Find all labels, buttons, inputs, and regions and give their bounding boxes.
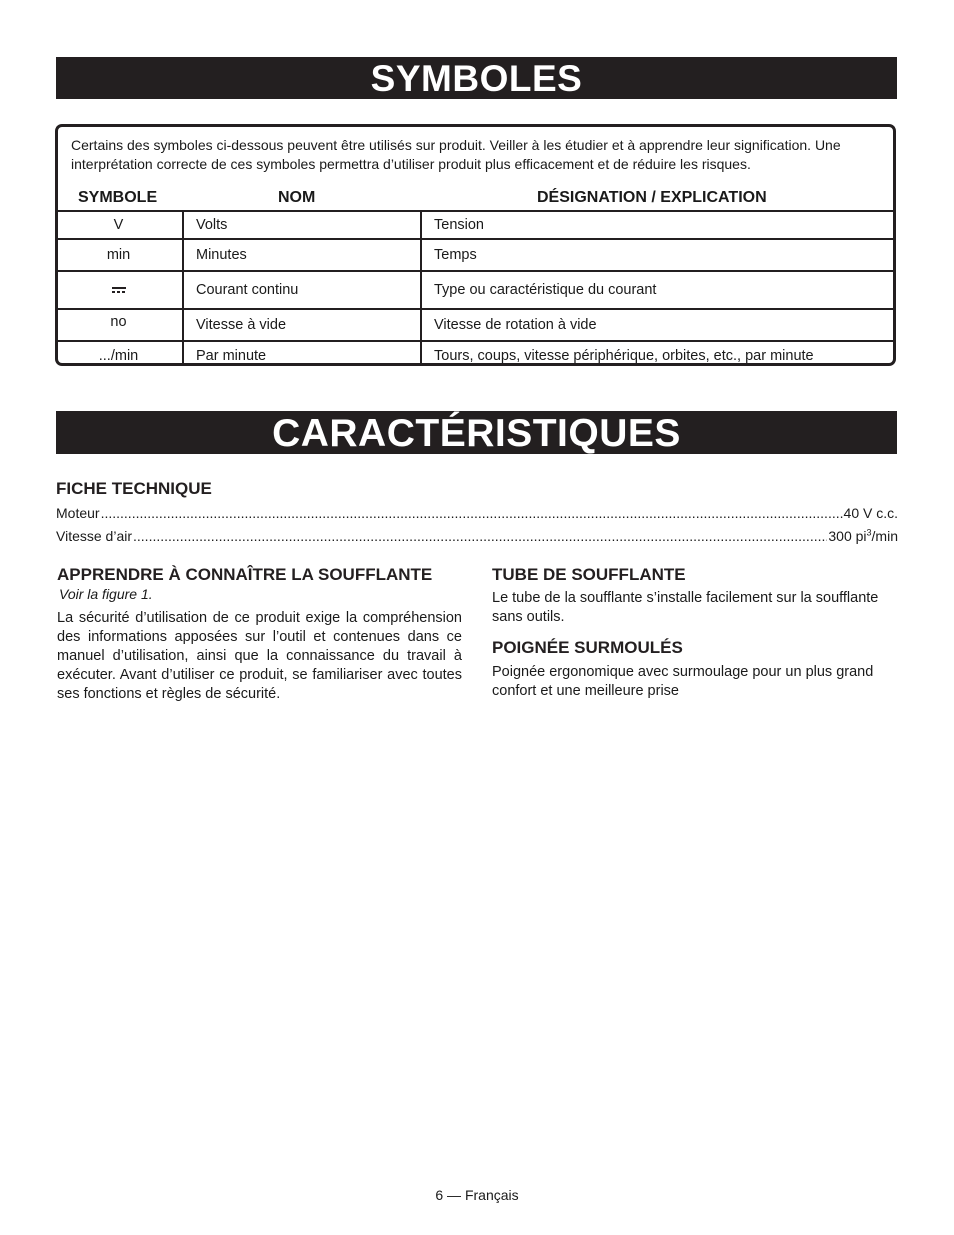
page-footer (0, 1187, 954, 1203)
spec-row-vitesse-air (56, 528, 898, 544)
name-cell: Minutes (183, 239, 421, 271)
tube-text: Le tube de la soufflante s’installe facilement sur la soufflante sans outils. (492, 590, 879, 625)
symbols-intro: Certains des symboles ci-dessous peuvent être utilisés sur produit. Veiller à les étudier et à apprendre leur signification. Une interprétation correcte de ces symboles permettra d’utiliser produit plus efficacement et de réduire les risques. (71, 137, 841, 172)
symbol-cell (55, 271, 183, 309)
table-row (55, 239, 896, 271)
tube-heading: TUBE DE SOUFFLANTE (492, 565, 686, 584)
column-header-designation: DÉSIGNATION / EXPLICATION (537, 189, 767, 206)
spec-label: Moteur (56, 505, 100, 521)
name-cell: Vitesse à vide (183, 309, 421, 341)
symbol-cell (55, 309, 183, 341)
spec-label: Vitesse d’air (56, 528, 133, 544)
symbol-cell: min (55, 239, 183, 271)
caracteristiques-banner: CARACTÉRISTIQUES (56, 411, 897, 454)
symbols-box (55, 124, 896, 366)
column-header-symbole: SYMBOLE (78, 189, 158, 206)
name-cell: Par minute (183, 341, 421, 366)
spec-row-moteur (56, 505, 898, 521)
symboles-banner: SYMBOLES (56, 57, 897, 99)
symbol-cell: V (55, 211, 183, 239)
poignee-heading: POIGNÉE SURMOULÉS (492, 638, 683, 657)
dot-leader (133, 528, 827, 544)
designation-cell: Tours, coups, vitesse périphérique, orbites, etc., par minute (421, 341, 896, 366)
spec-value: 40 V c.c. (843, 505, 898, 521)
poignee-text: Poignée ergonomique avec surmoulage pour un plus grand confort et une meilleure prise (492, 664, 874, 699)
table-row (55, 271, 896, 309)
table-row (55, 309, 896, 341)
figure-reference: Voir la figure 1. (59, 586, 153, 602)
name-cell: Volts (183, 211, 421, 239)
footer-separator: — (447, 1187, 462, 1203)
designation-cell: Vitesse de rotation à vide (421, 309, 896, 341)
no-load-speed-symbol: no (110, 314, 127, 330)
page-number: 6 (435, 1187, 444, 1203)
direct-current-icon (112, 287, 126, 293)
name-cell: Courant continu (183, 271, 421, 309)
column-header-nom: NOM (278, 189, 316, 206)
apprendre-heading: APPRENDRE À CONNAÎTRE LA SOUFFLANTE (57, 565, 433, 584)
table-row (55, 341, 896, 366)
apprendre-text: La sécurité d’utilisation de ce produit exige la compréhension des informations apposées sur l’outil et contenues dans ce manuel d’utilisation, ainsi que la connaissance du travail à exécuter. Avant d’utiliser ce produit, se familiariser avec toutes ses fonctions et règles de sécurité. (57, 610, 462, 702)
designation-cell: Type ou caractéristique du courant (421, 271, 896, 309)
spec-value: 300 $pi^3/\min$ (828, 527, 898, 544)
designation-cell: Tension (421, 211, 896, 239)
symbols-table (55, 210, 896, 366)
footer-language: Français (464, 1187, 519, 1203)
designation-cell: Temps (421, 239, 896, 271)
symbol-cell: .../min (55, 341, 183, 366)
table-row (55, 211, 896, 239)
fiche-technique-heading: FICHE TECHNIQUE (56, 479, 212, 498)
dot-leader (101, 505, 843, 521)
